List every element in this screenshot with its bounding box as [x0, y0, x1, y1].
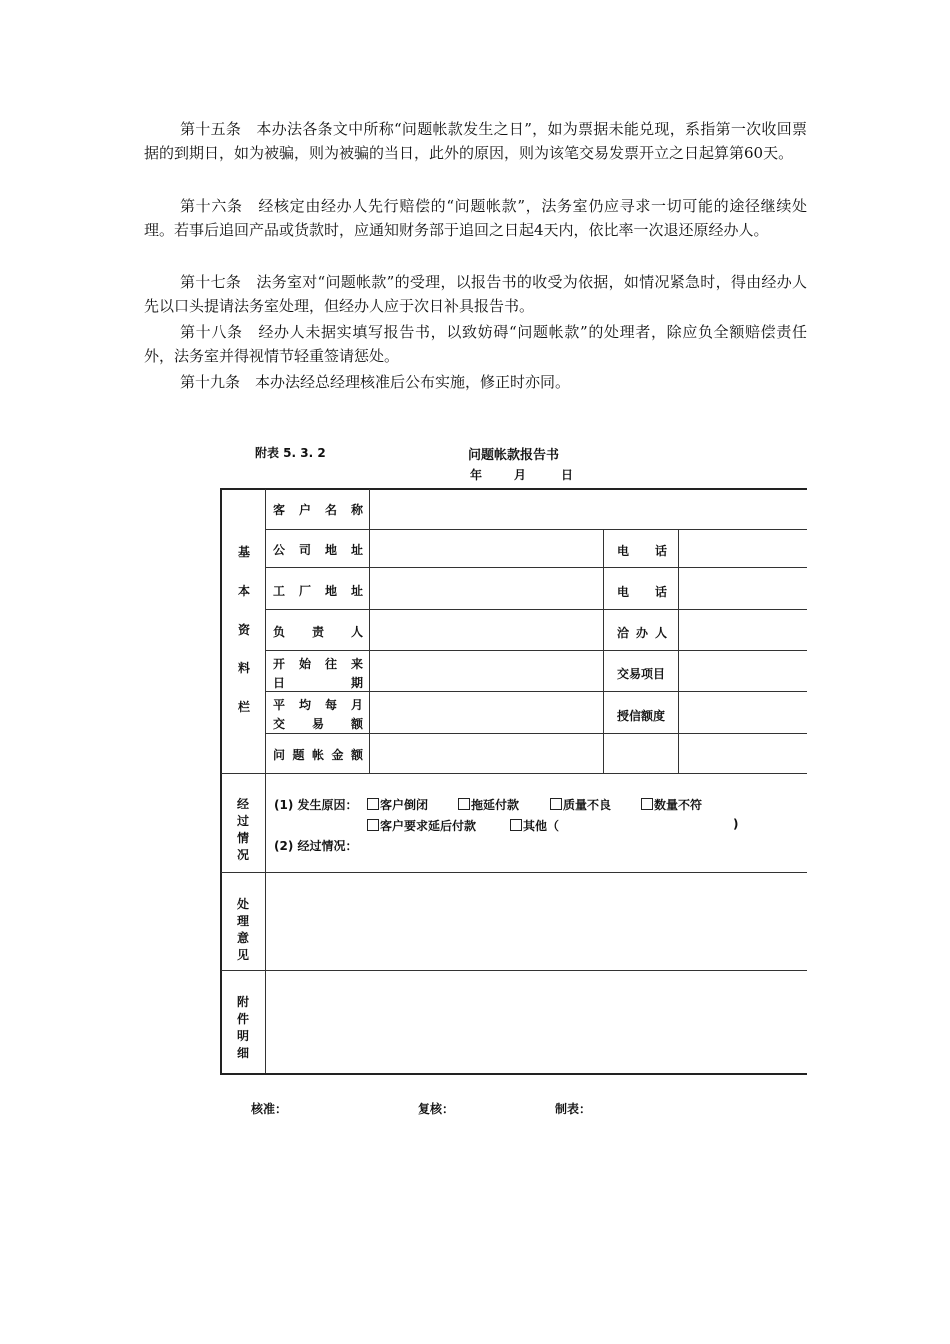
- approve-label: 核准：: [251, 1102, 288, 1116]
- grid-line: [265, 609, 807, 610]
- checkbox[interactable]: [458, 798, 470, 810]
- company-address-label: 公 司 地 址: [273, 543, 363, 557]
- date-day: 日: [561, 468, 574, 482]
- article-19: 第十九条 本办法经总经理核准后公布实施，修正时亦同。: [180, 373, 571, 391]
- divider: [221, 872, 807, 873]
- factory-address-input[interactable]: [371, 569, 602, 609]
- phone-input-2[interactable]: [680, 569, 807, 609]
- article-17: 第十七条 法务室对“问题帐款”的受理，以报告书的收受为依据，如情况紧急时，得由经办人先以口头提请法务室处理，但经办人应于次日补具报告书。: [144, 273, 807, 315]
- cause-option-poor-quality[interactable]: 质量不良: [550, 796, 611, 813]
- divider: [221, 970, 807, 971]
- grid-line: [265, 567, 807, 568]
- review-label: 复核：: [418, 1102, 455, 1116]
- checkbox[interactable]: [550, 798, 562, 810]
- article-15: 第十五条 本办法各条文中所称“问题帐款发生之日”，如为票据未能兑现，系指第一次收回票据的到期日，如为被骗，则为被骗的当日，此外的原因，则为该笔交易发票开立之日起算第60天。: [144, 120, 807, 162]
- problem-amount-input[interactable]: [371, 735, 602, 773]
- form-left-border: [220, 488, 222, 1073]
- start-date-label-line1: 开 始 往 来: [273, 657, 363, 671]
- phone-label-2: 电 话: [617, 585, 667, 599]
- checkbox[interactable]: [367, 798, 379, 810]
- credit-limit-label: 授信额度: [617, 709, 666, 723]
- grid-line: [265, 733, 807, 734]
- trade-item-input[interactable]: [680, 652, 807, 691]
- avg-monthly-input[interactable]: [371, 693, 602, 733]
- factory-address-label: 工 厂 地 址: [273, 584, 363, 598]
- cause-option-other[interactable]: 其他（: [510, 817, 559, 834]
- section-attachment-label: 附 件 明 细: [237, 995, 250, 1060]
- section-column-divider: [265, 489, 266, 1073]
- customer-name-input[interactable]: [371, 490, 807, 529]
- date-month: 月: [514, 468, 527, 482]
- section-handling-label: 处 理 意 见: [237, 897, 250, 962]
- section-process-label: 经 过 情 况: [237, 797, 250, 862]
- attachment-number: 附表 5. 3. 2: [255, 446, 326, 460]
- person-in-charge-input[interactable]: [371, 611, 602, 650]
- section-basic-info-label: 基 本 资 料 栏: [238, 545, 251, 714]
- handling-opinion-input[interactable]: [267, 874, 807, 969]
- contact-person-label: 洽 办 人: [617, 626, 667, 640]
- start-date-input[interactable]: [371, 652, 602, 691]
- attachment-details-input[interactable]: [267, 972, 807, 1072]
- cause-option-customer-bankrupt[interactable]: 客户倒闭: [367, 796, 428, 813]
- cause-label: (1) 发生原因：: [274, 798, 358, 812]
- checkbox[interactable]: [641, 798, 653, 810]
- avg-monthly-label-line2: 交 易 额: [273, 717, 363, 731]
- grid-line: [265, 691, 807, 692]
- customer-name-label: 客 户 名 称: [273, 503, 363, 517]
- phone-label-1: 电 话: [617, 544, 667, 558]
- start-date-label-line2: 日 期: [273, 676, 363, 690]
- article-18: 第十八条 经办人未据实填写报告书，以致妨碍“问题帐款”的处理者，除应负全额赔偿责任外，法务室并得视情节轻重签请惩处。: [144, 323, 807, 365]
- grid-line: [369, 489, 370, 773]
- trade-item-label: 交易项目: [617, 667, 666, 681]
- date-year: 年: [470, 468, 483, 482]
- contact-person-input[interactable]: [680, 611, 807, 650]
- cause-option-deferred-payment[interactable]: 客户要求延后付款: [367, 817, 476, 834]
- grid-line: [265, 650, 807, 651]
- cause-option-delayed-payment[interactable]: 拖延付款: [458, 796, 519, 813]
- phone-input-1[interactable]: [680, 531, 807, 567]
- grid-line: [265, 529, 807, 530]
- checkbox[interactable]: [510, 819, 522, 831]
- person-in-charge-label: 负 责 人: [273, 625, 363, 639]
- form-title: 问题帐款报告书: [468, 448, 560, 463]
- checkbox[interactable]: [367, 819, 379, 831]
- company-address-input[interactable]: [371, 531, 602, 567]
- process-label: (2) 经过情况：: [274, 839, 358, 853]
- avg-monthly-label-line1: 平 均 每 月: [273, 698, 363, 712]
- prepare-label: 制表：: [555, 1102, 592, 1116]
- cause-option-quantity-mismatch[interactable]: 数量不符: [641, 796, 702, 813]
- article-16: 第十六条 经核定由经办人先行赔偿的“问题帐款”，法务室仍应寻求一切可能的途径继续处理。若事后追回产品或货款时，应通知财务部于追回之日起4天内，依比率一次退还原经办人。: [144, 197, 807, 239]
- credit-limit-input[interactable]: [680, 693, 807, 733]
- divider: [221, 773, 807, 774]
- problem-amount-label: 问 题 帐 金 额: [273, 748, 363, 762]
- other-close-paren: ): [733, 817, 739, 831]
- form-bottom-border: [220, 1073, 807, 1075]
